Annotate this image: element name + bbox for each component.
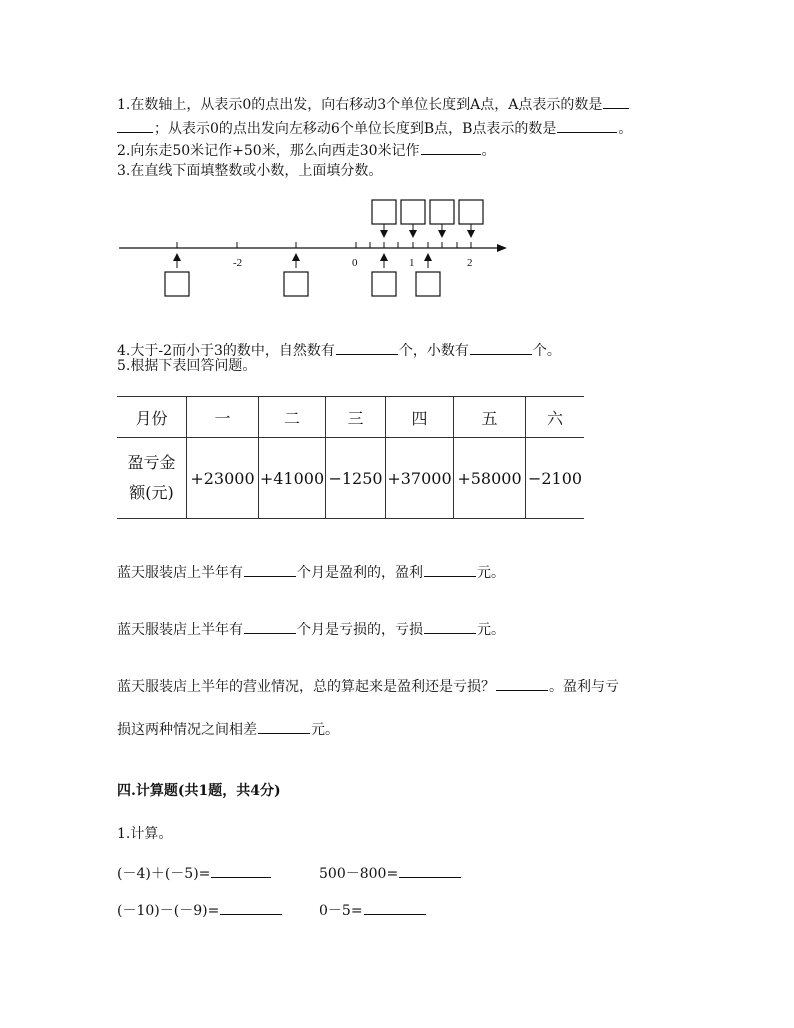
table-row-amounts: [117, 438, 584, 519]
calc-expression-1-text: (－4)＋(－5)=: [117, 866, 211, 882]
tick-label: 0: [352, 257, 358, 269]
table-cell-month: 三: [326, 397, 386, 438]
statement-profit: [117, 562, 505, 582]
answer-blank-profit-months[interactable]: [244, 562, 296, 577]
down-arrow-icon: [409, 224, 417, 238]
answer-blank-natural-count[interactable]: [336, 340, 398, 355]
up-arrow-icon: [424, 253, 432, 268]
number-answer-box[interactable]: [416, 272, 440, 296]
question-1-text-b: ；从表示0的点出发向左移动6个单位长度到B点，B点表示的数是: [154, 121, 557, 137]
answer-blank-q2[interactable]: [421, 140, 481, 155]
question-2: [117, 140, 496, 160]
answer-blank-a-cont[interactable]: [117, 118, 153, 133]
number-answer-box[interactable]: [284, 272, 308, 296]
question-3-text: 3.在直线下面填整数或小数，上面填分数。: [117, 163, 383, 179]
question-4-text-b: 个，小数有: [398, 343, 469, 359]
answer-blank-overall[interactable]: [496, 676, 548, 691]
up-arrow-icon: [380, 253, 388, 268]
statement-overall-a: 蓝天服装店上半年的营业情况，总的算起来是盈利还是亏损？: [117, 679, 495, 695]
statement-profit-b: 个月是盈利的，盈利: [297, 565, 423, 581]
table-cell-amount: −2100: [526, 438, 585, 519]
calc-expression-2-text: 500－800=: [319, 866, 399, 882]
fraction-answer-box[interactable]: [459, 200, 483, 224]
answer-blank-loss-amount[interactable]: [424, 619, 476, 634]
down-arrow-icon: [380, 224, 388, 238]
statement-loss-b: 个月是亏损的，亏损: [297, 622, 423, 638]
number-answer-box[interactable]: [165, 272, 189, 296]
table-cell-amount: +58000: [454, 438, 526, 519]
statement-difference-a: 损这两种情况之间相差: [117, 722, 257, 738]
table-header-amount-line-2: 额(元): [129, 483, 174, 502]
answer-blank-calc-1[interactable]: [211, 863, 271, 878]
answer-blank-b[interactable]: [557, 118, 617, 133]
answer-blank-calc-2[interactable]: [399, 863, 461, 878]
calc-intro: 1.计算。: [117, 826, 173, 842]
statement-loss: [117, 619, 505, 639]
table-cell-amount: +41000: [259, 438, 326, 519]
question-1-line-2: [117, 118, 632, 138]
answer-blank-a[interactable]: [603, 94, 629, 109]
tick-label: 2: [467, 257, 473, 269]
calc-expression-4: [319, 900, 427, 920]
statement-loss-a: 蓝天服装店上半年有: [117, 622, 243, 638]
calc-expression-1: [117, 863, 272, 883]
table-cell-month: 二: [259, 397, 326, 438]
table-header-amount: [117, 438, 187, 519]
answer-blank-decimal-count[interactable]: [470, 340, 532, 355]
number-line-diagram: [0, 190, 794, 305]
answer-blank-profit-amount[interactable]: [424, 562, 476, 577]
statement-difference: [117, 719, 339, 739]
statement-profit-a: 蓝天服装店上半年有: [117, 565, 243, 581]
fraction-answer-box[interactable]: [430, 200, 454, 224]
question-2-text: 2.向东走50米记作+50米，那么向西走30米记作: [117, 143, 420, 159]
table-cell-amount: −1250: [326, 438, 386, 519]
question-5-text: 5.根据下表回答问题。: [117, 358, 257, 374]
statement-overall-b: 。盈利与亏: [549, 679, 619, 695]
statement-difference-b: 元。: [311, 722, 339, 738]
question-1-line-1: [117, 94, 630, 114]
statement-profit-c: 元。: [477, 565, 505, 581]
table-cell-month: 四: [386, 397, 454, 438]
table-header-month: 月份: [117, 397, 187, 438]
statement-loss-c: 元。: [477, 622, 505, 638]
table-cell-month: 一: [187, 397, 259, 438]
answer-blank-calc-3[interactable]: [220, 900, 282, 915]
question-3: [117, 162, 382, 180]
calc-expression-4-text: 0－5=: [319, 903, 363, 919]
answer-blank-calc-4[interactable]: [364, 900, 426, 915]
fraction-answer-box[interactable]: [401, 200, 425, 224]
table-cell-amount: +23000: [187, 438, 259, 519]
down-arrow-icon: [438, 224, 446, 238]
tick-label: -2: [233, 257, 243, 269]
question-1-text-a: 1.在数轴上，从表示0的点出发，向右移动3个单位长度到A点，A点表示的数是: [117, 97, 603, 113]
question-2-end: 。: [481, 143, 496, 159]
calc-expression-3-text: (－10)－(－9)=: [117, 903, 220, 919]
number-answer-box[interactable]: [372, 272, 396, 296]
number-line-arrowhead: [497, 244, 507, 252]
question-4-text-a: 4.大于-2而小于3的数中，自然数有: [117, 343, 335, 359]
table-cell-month: 六: [526, 397, 585, 438]
profit-loss-table: [117, 396, 584, 519]
section-4-title: 四.计算题(共1题，共4分): [117, 783, 281, 799]
fraction-answer-box[interactable]: [372, 200, 396, 224]
calc-expression-2: [319, 863, 462, 883]
table-cell-amount: +37000: [386, 438, 454, 519]
question-5: [117, 357, 256, 375]
up-arrow-icon: [173, 253, 181, 268]
down-arrow-icon: [467, 224, 475, 238]
up-arrow-icon: [292, 253, 300, 268]
table-row-months: [117, 397, 584, 438]
calc-expression-3: [117, 900, 283, 920]
answer-blank-loss-months[interactable]: [244, 619, 296, 634]
question-1-end: 。: [618, 121, 633, 137]
statement-overall: [117, 676, 619, 696]
table-header-amount-line-1: 盈亏金: [127, 453, 176, 472]
tick-label: 1: [409, 257, 415, 269]
question-4-text-c: 个。: [532, 343, 561, 359]
table-cell-month: 五: [454, 397, 526, 438]
answer-blank-difference[interactable]: [258, 719, 310, 734]
